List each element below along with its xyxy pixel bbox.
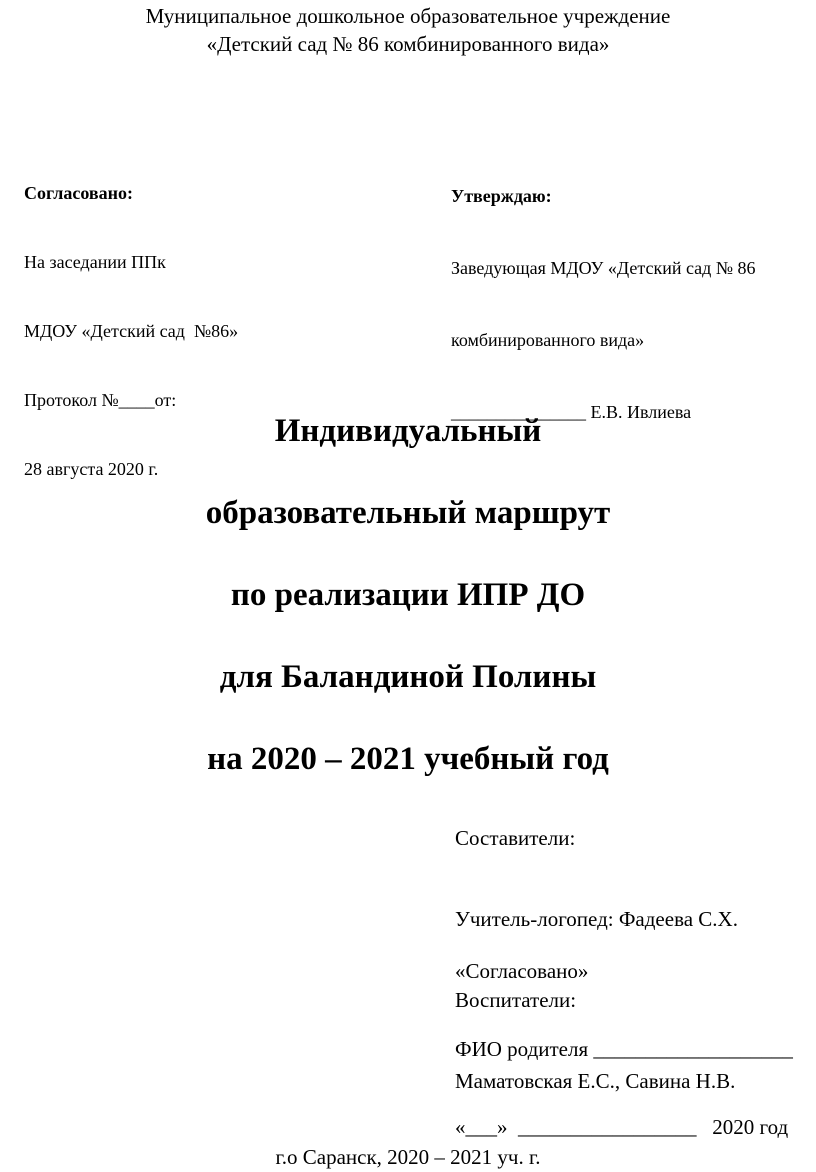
authors-line: Учитель-логопед: Фадеева С.Х. (455, 907, 738, 931)
approve-line: комбинированного вида» (451, 330, 645, 350)
authors-line: Маматовская Е.С., Савина Н.В. (455, 1069, 736, 1093)
agreed-line: МДОУ «Детский сад №86» (24, 321, 239, 341)
institution-name-line1: Муниципальное дошкольное образовательное учреждение (145, 4, 671, 28)
approve-line: _______________ Е.В. Ивлиева (451, 402, 692, 422)
agreed-line: На заседании ППк (24, 252, 166, 272)
parent-agreement-block (455, 906, 793, 1166)
agreed-line: Протокол №____от: (24, 390, 177, 410)
title-line: на 2020 – 2021 учебный год (207, 741, 609, 777)
agreed-heading: Согласовано: (24, 183, 133, 203)
authors-line: Воспитатели: (455, 988, 577, 1012)
approve-heading: Утверждаю: (451, 186, 552, 206)
agreed-line: 28 августа 2020 г. (24, 459, 159, 479)
document-title (0, 372, 816, 800)
authors-line: Составители: (455, 826, 576, 850)
institution-name-line2: «Детский сад № 86 комбинированного вида» (206, 32, 610, 56)
title-line: образовательный маршрут (205, 495, 611, 531)
parent-agreement-line: «___» _________________ 2020 год (455, 1115, 789, 1139)
parent-agreement-line: ФИО родителя ___________________ (455, 1037, 793, 1061)
title-line: для Баландиной Полины (219, 659, 597, 695)
title-line: по реализации ИПР ДО (230, 577, 586, 613)
parent-agreement-line: «Согласовано» (455, 959, 589, 983)
footer-city-year: г.о Саранск, 2020 – 2021 уч. г. (275, 1145, 541, 1169)
approve-line: Заведующая МДОУ «Детский сад № 86 (451, 258, 756, 278)
title-line: Индивидуальный (274, 413, 542, 449)
